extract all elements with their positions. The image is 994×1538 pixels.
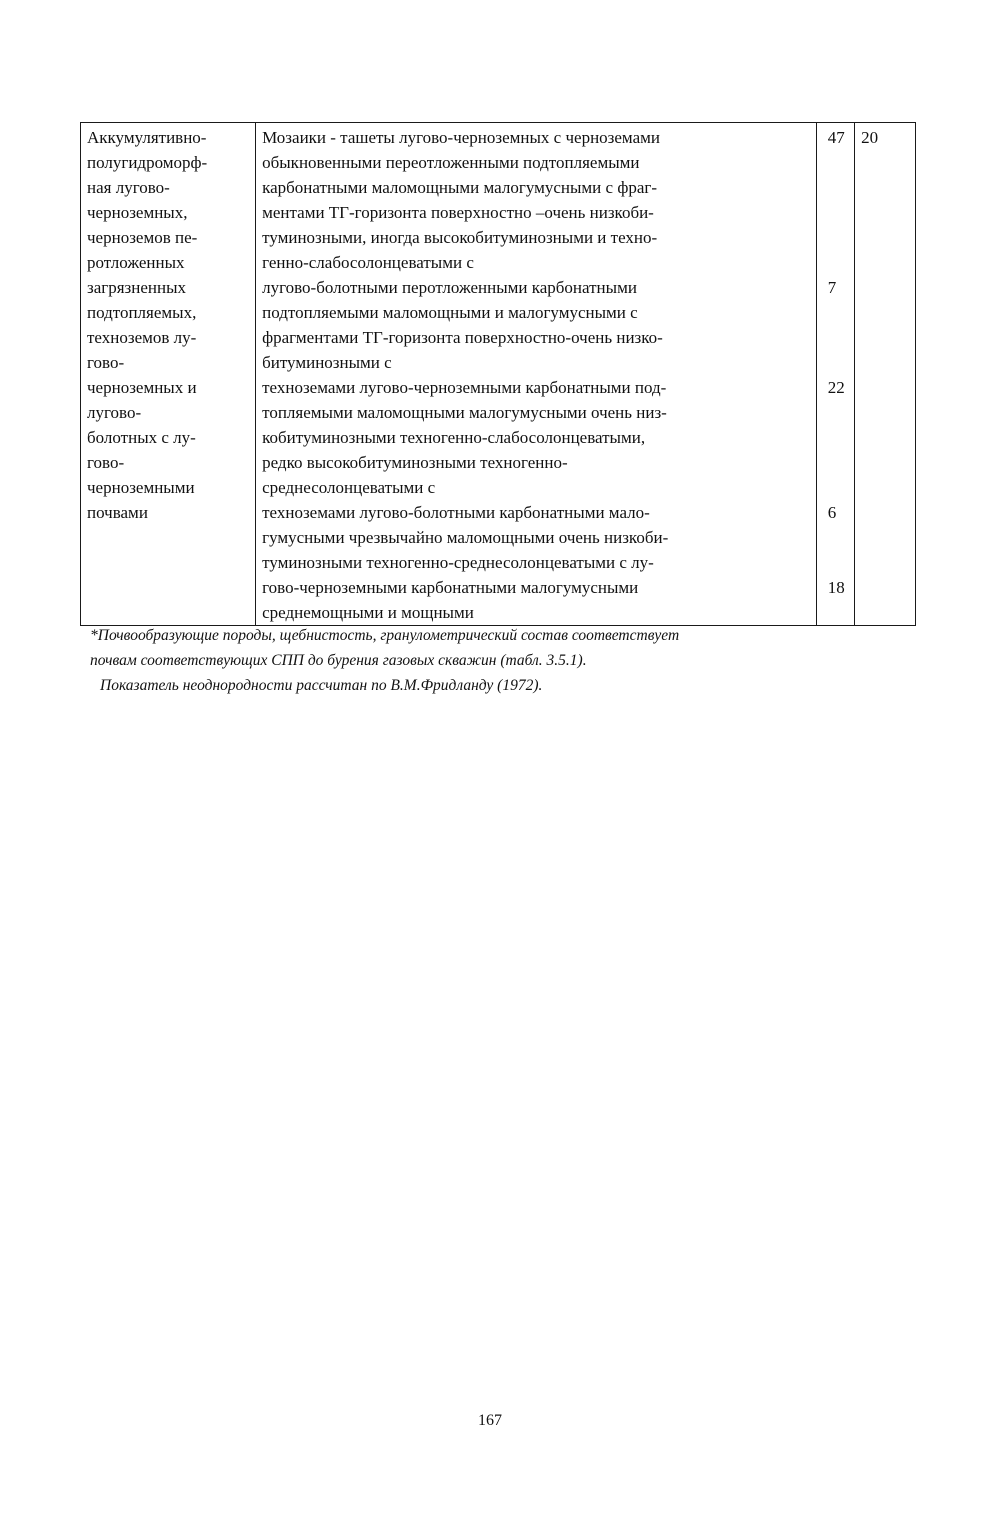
- soil-group-line: полугидроморф-: [87, 153, 208, 172]
- soil-description-line: битуминозными с: [262, 353, 392, 372]
- percentage-value: 22: [827, 378, 845, 397]
- soil-description-line: туминозными, иногда высокобитуминозными и техно-: [262, 228, 658, 247]
- soil-group-line: загрязненных: [87, 278, 187, 297]
- soil-description-line: подтопляемыми маломощными и малогумусными с: [262, 303, 638, 322]
- percentage-value: 47: [827, 128, 845, 147]
- soil-description-line: топляемыми маломощными малогумусными очень низ-: [262, 403, 667, 422]
- percentage-value: 6: [827, 503, 837, 522]
- soil-group-line: почвами: [87, 503, 148, 522]
- footnote: [90, 623, 910, 698]
- soil-description-line: среднесолонцеватыми с: [262, 478, 436, 497]
- soil-group-line: гово-: [87, 453, 125, 472]
- soil-description-line: ментами ТГ-горизонта поверхностно –очень низкоби-: [262, 203, 654, 222]
- heterogeneity-cell: [855, 123, 916, 626]
- soil-group-line: Аккумулятивно-: [87, 128, 207, 147]
- soil-group-line: черноземных и: [87, 378, 197, 397]
- soil-group-line: черноземов пе-: [87, 228, 198, 247]
- soil-structure-table: [80, 122, 916, 626]
- soil-description-line: карбонатными маломощными малогумусными с фраг-: [262, 178, 658, 197]
- soil-group-line: черноземных,: [87, 203, 188, 222]
- soil-description-line: редко высокобитуминозными техногенно-: [262, 453, 568, 472]
- soil-group-line: гово-: [87, 353, 125, 372]
- page-number: 167: [478, 1412, 502, 1429]
- soil-group-cell: [81, 123, 256, 626]
- percentage-value: 7: [827, 278, 837, 297]
- soil-description-line: техноземами лугово-болотными карбонатными мало-: [262, 503, 650, 522]
- percentage-value: 18: [827, 578, 845, 597]
- soil-description-cell: [256, 123, 817, 626]
- soil-description-line: гумусными чрезвычайно маломощными очень низкоби-: [262, 528, 669, 547]
- soil-description-line: техноземами лугово-черноземными карбонатными под-: [262, 378, 667, 397]
- soil-group-line: техноземов лу-: [87, 328, 197, 347]
- table-row: [81, 123, 916, 626]
- soil-description-line: гово-черноземными карбонатными малогумусными: [262, 578, 639, 597]
- soil-description-line: среднемощными и мощными: [262, 603, 474, 622]
- soil-description-line: туминозными техногенно-среднесолонцеватыми с лу-: [262, 553, 654, 572]
- soil-description-line: лугово-болотными перотложенными карбонатными: [262, 278, 637, 297]
- soil-group-line: ротложенных: [87, 253, 185, 272]
- soil-description-line: кобитуминозными техногенно-слабосолонцеватыми,: [262, 428, 646, 447]
- soil-group-line: ная лугово-: [87, 178, 170, 197]
- soil-group-line: болотных с лу-: [87, 428, 196, 447]
- soil-group-line: лугово-: [87, 403, 142, 422]
- percentage-cell: [816, 123, 854, 626]
- soil-description-line: обыкновенными переотложенными подтопляемыми: [262, 153, 640, 172]
- heterogeneity-value: 20: [861, 128, 879, 147]
- soil-description-line: Мозаики - ташеты лугово-черноземных с черноземами: [262, 128, 660, 147]
- soil-description-line: фрагментами ТГ-горизонта поверхностно-очень низко-: [262, 328, 663, 347]
- footnote-line: Показатель неоднородности рассчитан по В.М.Фридланду (1972).: [100, 677, 543, 694]
- footnote-line: *Почвообразующие породы, щебнистость, гранулометрический состав соответствует: [90, 627, 680, 644]
- soil-description-line: генно-слабосолонцеватыми с: [262, 253, 474, 272]
- footnote-line: почвам соответствующих СПП до бурения газовых скважин (табл. 3.5.1).: [90, 652, 587, 669]
- soil-group-line: черноземными: [87, 478, 195, 497]
- soil-group-line: подтопляемых,: [87, 303, 197, 322]
